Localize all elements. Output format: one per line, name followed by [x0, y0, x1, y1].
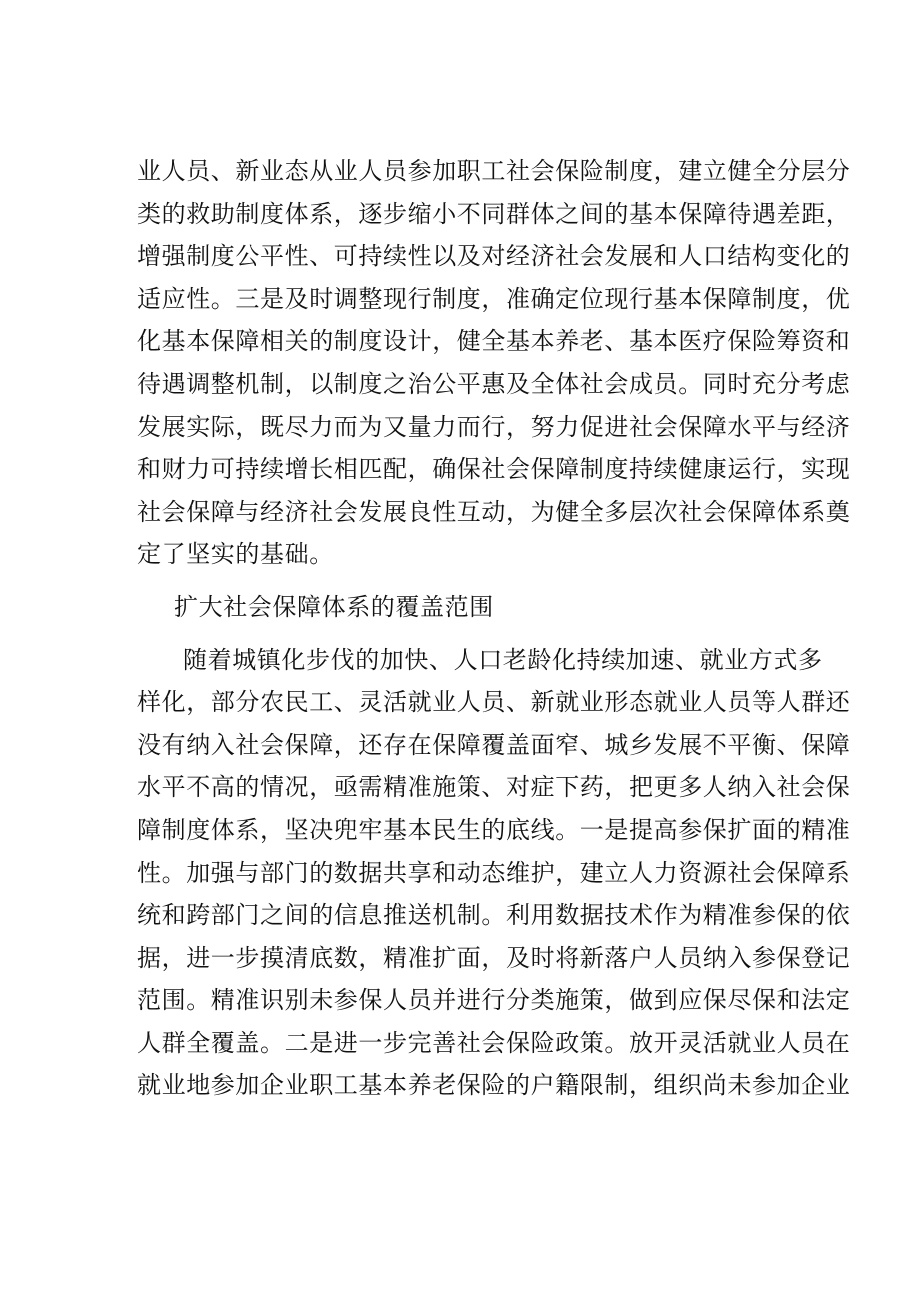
text-line: 样化，部分农民工、灵活就业人员、新就业形态就业人员等人群还: [137, 688, 851, 717]
paragraph-2: [137, 639, 851, 1108]
text-line: 增强制度公平性、可持续性以及对经济社会发展和人口结构变化的: [137, 242, 851, 271]
text-line: 就业地参加企业职工基本养老保险的户籍限制，组织尚未参加企业: [137, 1071, 851, 1100]
text-line: 没有纳入社会保障，还存在保障覆盖面窄、城乡发展不平衡、保障: [137, 730, 851, 759]
section-heading: 扩大社会保障体系的覆盖范围: [174, 592, 494, 621]
paragraph-1: [137, 150, 851, 576]
text-line: 范围。精准识别未参保人员并进行分类施策，做到应保尽保和法定: [137, 986, 851, 1015]
text-line: 障制度体系，坚决兜牢基本民生的底线。一是提高参保扩面的精准: [137, 815, 851, 844]
text-line: 和财力可持续增长相匹配，确保社会保障制度持续健康运行，实现: [137, 455, 851, 484]
text-line: 待遇调整机制，以制度之治公平惠及全体社会成员。同时充分考虑: [137, 369, 851, 398]
text-line: 发展实际，既尽力而为又量力而行，努力促进社会保障水平与经济: [137, 412, 851, 441]
text-line: 据，进一步摸清底数，精准扩面，及时将新落户人员纳入参保登记: [137, 943, 851, 972]
text-line: 社会保障与经济社会发展良性互动，为健全多层次社会保障体系奠: [137, 497, 851, 526]
text-line: 业人员、新业态从业人员参加职工社会保险制度，建立健全分层分: [137, 157, 851, 185]
document-body: [137, 150, 851, 1107]
text-line: 性。加强与部门的数据共享和动态维护，建立人力资源社会保障系: [137, 858, 851, 887]
text-line: 定了坚实的基础。: [137, 540, 334, 569]
text-line: 统和跨部门之间的信息推送机制。利用数据技术作为精准参保的依: [137, 901, 851, 930]
text-line: 随着城镇化步伐的加快、人口老龄化持续加速、就业方式多: [183, 645, 823, 674]
text-line: 人群全覆盖。二是进一步完善社会保险政策。放开灵活就业人员在: [137, 1028, 851, 1057]
text-line: 适应性。三是及时调整现行制度，准确定位现行基本保障制度，优: [137, 284, 851, 313]
text-line: 化基本保障相关的制度设计，健全基本养老、基本医疗保险筹资和: [137, 327, 851, 356]
text-line: 类的救助制度体系，逐步缩小不同群体之间的基本保障待遇差距，: [137, 199, 851, 228]
text-line: 水平不高的情况，亟需精准施策、对症下药，把更多人纳入社会保: [137, 773, 851, 802]
